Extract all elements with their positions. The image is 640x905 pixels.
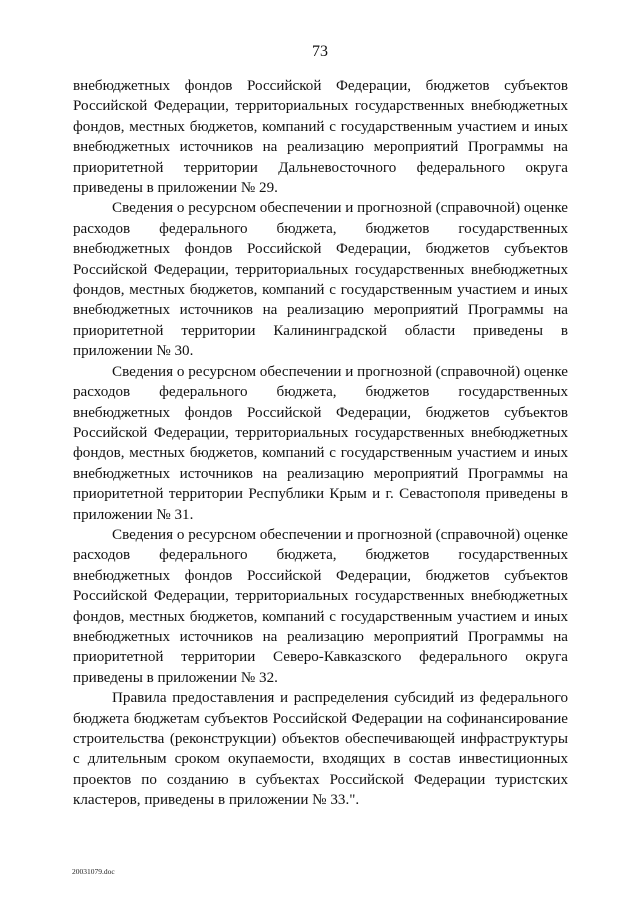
paragraph-crimea-sevastopol: Сведения о ресурсном обеспечении и прогнозной (справочной) оценке расходов федерального бюджета, бюджетов государственных внебюджетных фондов Российской Федерации, бюджетов субъектов Российской Федерации, территориальных государственных внебюджетных фондов, местных бюджетов, компаний с государственным участием и иных внебюджетных источников на реализацию мероприятий Программы на приоритетной территории Республики Крым и г. Севастополя приведены в приложении № 31. <box>73 363 568 523</box>
paragraph-continuation: внебюджетных фондов Российской Федерации, бюджетов субъектов Российской Федерации, территориальных государственных внебюджетных фондов, местных бюджетов, компаний с государственным участием и иных внебюджетных источников на реализацию мероприятий Программы на приоритетной территории Дальневосточного федерального округа приведены в приложении № 29. <box>73 78 568 197</box>
footer-file-code: 20031079.doc <box>72 867 115 876</box>
page-number: 73 <box>312 43 328 60</box>
paragraph-north-caucasus: Сведения о ресурсном обеспечении и прогнозной (справочной) оценке расходов федерального бюджета, бюджетов государственных внебюджетных фондов Российской Федерации, бюджетов субъектов Российской Федерации, территориальных государственных внебюджетных фондов, местных бюджетов, компаний с государственным участием и иных внебюджетных источников на реализацию мероприятий Программы на приоритетной территории Северо-Кавказского федерального округа приведены в приложении № 32. <box>73 526 568 686</box>
paragraph-subsidy-rules: Правила предоставления и распределения субсидий из федерального бюджета бюджетам субъектов Российской Федерации на софинансирование строительства (реконструкции) объектов обеспечивающей инфраструктуры с длительным сроком окупаемости, входящих в состав инвестиционных проектов по созданию в субъектах Российской Федерации туристских кластеров, приведены в приложении № 33.". <box>73 690 568 809</box>
paragraph-kaliningrad: Сведения о ресурсном обеспечении и прогнозной (справочной) оценке расходов федерального бюджета, бюджетов государственных внебюджетных фондов Российской Федерации, бюджетов субъектов Российской Федерации, территориальных государственных внебюджетных фондов, местных бюджетов, компаний с государственным участием и иных внебюджетных источников на реализацию мероприятий Программы на приоритетной территории Калининградской области приведены в приложении № 30. <box>73 200 568 360</box>
body-text <box>73 76 568 811</box>
